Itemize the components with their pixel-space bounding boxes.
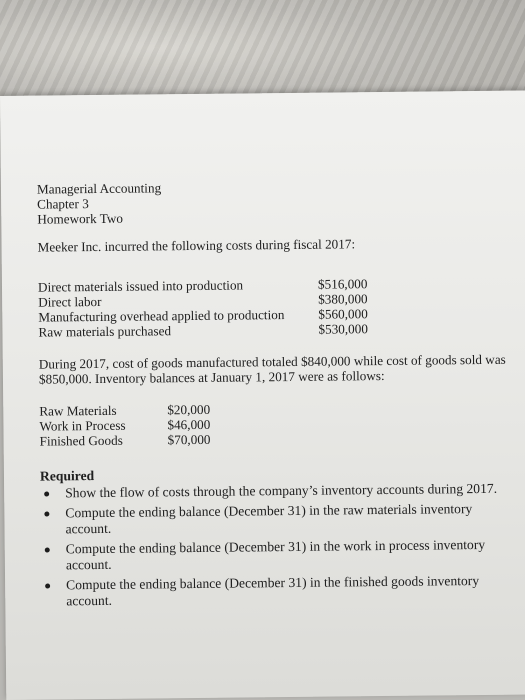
inventory-table [39, 399, 519, 449]
cost-label: Raw materials purchased [38, 323, 172, 340]
intro-sentence: Meeker Inc. incurred the following costs during fiscal 2017: [37, 236, 356, 255]
required-item-text: Compute the ending balance (December 31) in the finished goods inventory account. [66, 573, 480, 609]
required-list [40, 481, 521, 610]
cost-amount: $530,000 [318, 321, 368, 337]
inventory-label: Raw Materials [39, 402, 117, 419]
homework-sheet [0, 91, 525, 700]
cost-label: Direct materials issued into production [37, 277, 244, 295]
bullet-icon [45, 548, 50, 553]
course-title: Managerial Accounting [36, 180, 162, 197]
inventory-amount: $20,000 [167, 401, 211, 418]
required-item-text: Compute the ending balance (December 31) in the raw materials inventory account. [65, 501, 473, 537]
cost-amount: $380,000 [318, 291, 368, 307]
assignment-label: Homework Two [37, 210, 124, 227]
required-item [40, 501, 520, 538]
bullet-icon [45, 584, 50, 589]
inventory-label: Work in Process [39, 417, 126, 434]
bullet-icon [44, 492, 49, 497]
cost-amount: $516,000 [317, 276, 368, 292]
cost-amount: $560,000 [318, 306, 368, 322]
cost-table [38, 275, 519, 340]
required-item [41, 537, 521, 574]
cost-label: Manufacturing overhead applied to production [38, 307, 285, 325]
cost-label: Direct labor [38, 293, 102, 310]
required-item [41, 573, 521, 610]
document-header [37, 177, 517, 227]
cogs-paragraph: During 2017, cost of goods manufactured totaled $840,000 while cost of goods sold was $850,000. Inventory balances at January 1, 2017 were as follows: [38, 351, 506, 387]
inventory-amount: $46,000 [167, 416, 211, 433]
inventory-amount: $70,000 [167, 431, 211, 448]
inventory-label: Finished Goods [39, 432, 123, 449]
required-item [40, 481, 520, 502]
document-body [37, 177, 521, 614]
required-item-text: Compute the ending balance (December 31) in the work in process inventory account. [65, 536, 486, 573]
required-heading: Required [39, 468, 95, 484]
chapter-label: Chapter 3 [37, 196, 89, 212]
bullet-icon [44, 512, 49, 517]
required-item-text: Show the flow of costs through the company’s inventory accounts during 2017. [65, 480, 498, 501]
